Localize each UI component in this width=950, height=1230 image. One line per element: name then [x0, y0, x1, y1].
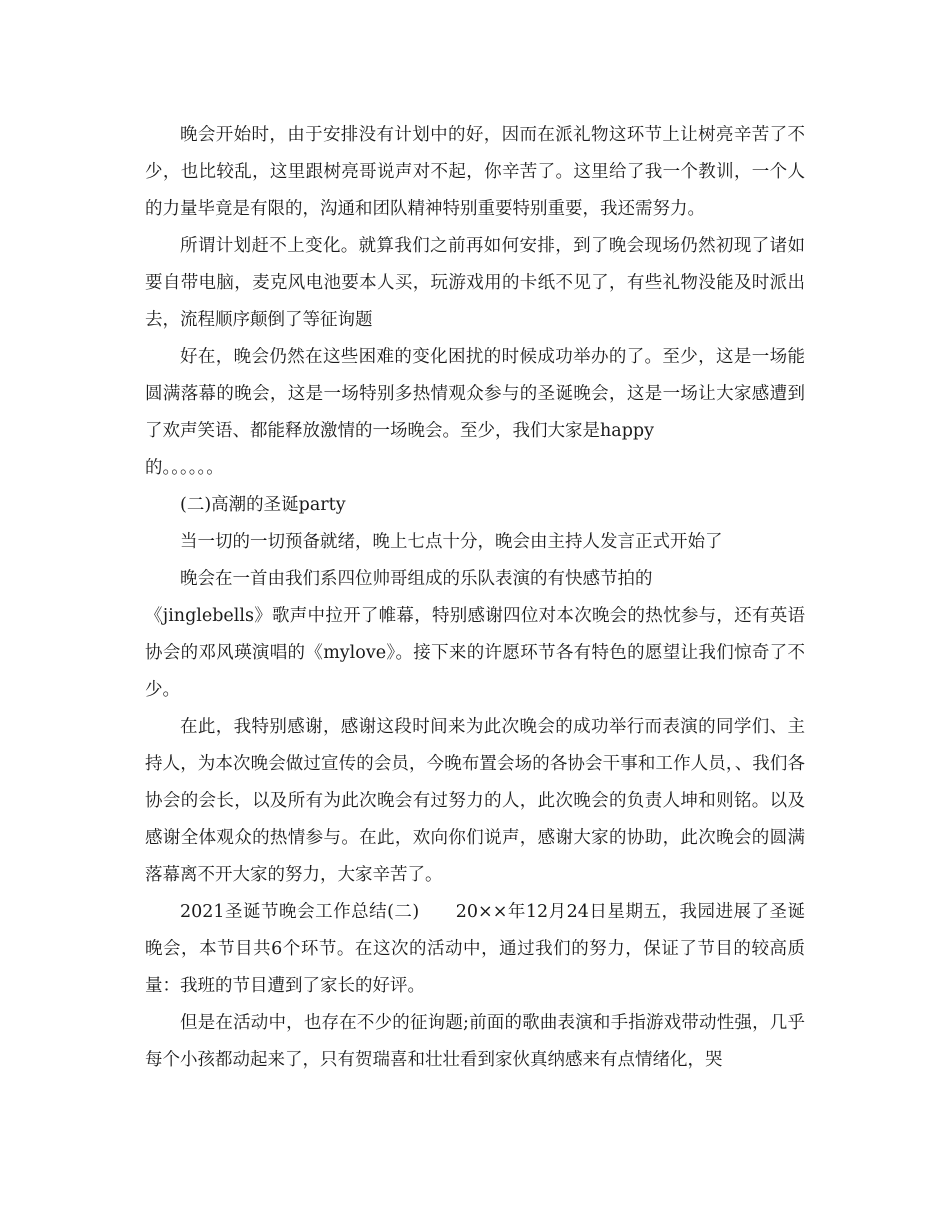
section-heading-climax: (二)高潮的圣诞party — [180, 495, 346, 515]
paragraph-success: 好在，晚会仍然在这些困难的变化困扰的时候成功举办的了。至少，这是一场能圆满落幕的晚会，这是一场特别多热情观众参与的圣诞晚会，这是一场让大家感遭到了欢声笑语、都能释放激情的一场晚会。至少，我们大家是happy — [145, 347, 805, 441]
paragraph-thanks: 在此，我特别感谢，感谢这段时间来为此次晚会的成功举行而表演的同学们、主持人，为本次晚会做过宣传的会员，今晚布置会场的各协会干事和工作人员，、我们各协会的会长，以及所有为此次晚会有过努力的人，此次晚会的负责人坤和则铭。以及感谢全体观众的热情参与。在此，欢向你们说声，感谢大家的协助，此次晚会的圆满落幕离不开大家的努力，大家辛苦了。 — [145, 717, 805, 885]
paragraph-summary-two: 2021圣诞节晚会工作总结(二) 20××年12月24日星期五，我园进展了圣诞晚会，本节目共6个环节。在这次的活动中，通过我们的努力，保证了节目的较高质量：我班的节目遭到了家长的好评。 — [145, 902, 805, 996]
paragraph-party-start: 晚会开始时，由于安排没有计划中的好，因而在派礼物这环节上让树亮辛苦了不少，也比较乱，这里跟树亮哥说声对不起，你辛苦了。这里给了我一个教训，一个人的力量毕竟是有限的，沟通和团队精神特别重要特别重要，我还需努力。 — [145, 125, 805, 219]
paragraph-problems: 但是在活动中，也存在不少的征询题;前面的歌曲表演和手指游戏带动性强，几乎每个小孩都动起来了，只有贺瑞喜和壮壮看到家伙真纳感来有点情绪化，哭 — [145, 1013, 805, 1070]
document-body — [145, 117, 805, 1079]
paragraph-opening-song-cont: 《jinglebells》歌声中拉开了帷幕，特别感谢四位对本次晚会的热忱参与，还有英语协会的邓风瑛演唱的《mylove》。接下来的许愿环节各有特色的愿望让我们惊奇了不少。 — [145, 606, 805, 700]
paragraph-ready: 当一切的一切预备就绪，晚上七点十分，晚会由主持人发言正式开始了 — [180, 532, 723, 552]
paragraph-opening-song: 晚会在一首由我们系四位帅哥组成的乐队表演的有快感节拍的 — [180, 569, 653, 589]
paragraph-success-end: 的。。。。。。 — [145, 458, 224, 478]
paragraph-plan-change: 所谓计划赶不上变化。就算我们之前再如何安排，到了晚会现场仍然初现了诸如要自带电脑，麦克风电池要本人买，玩游戏用的卡纸不见了，有些礼物没能及时派出去，流程顺序颠倒了等征询题 — [145, 236, 805, 330]
